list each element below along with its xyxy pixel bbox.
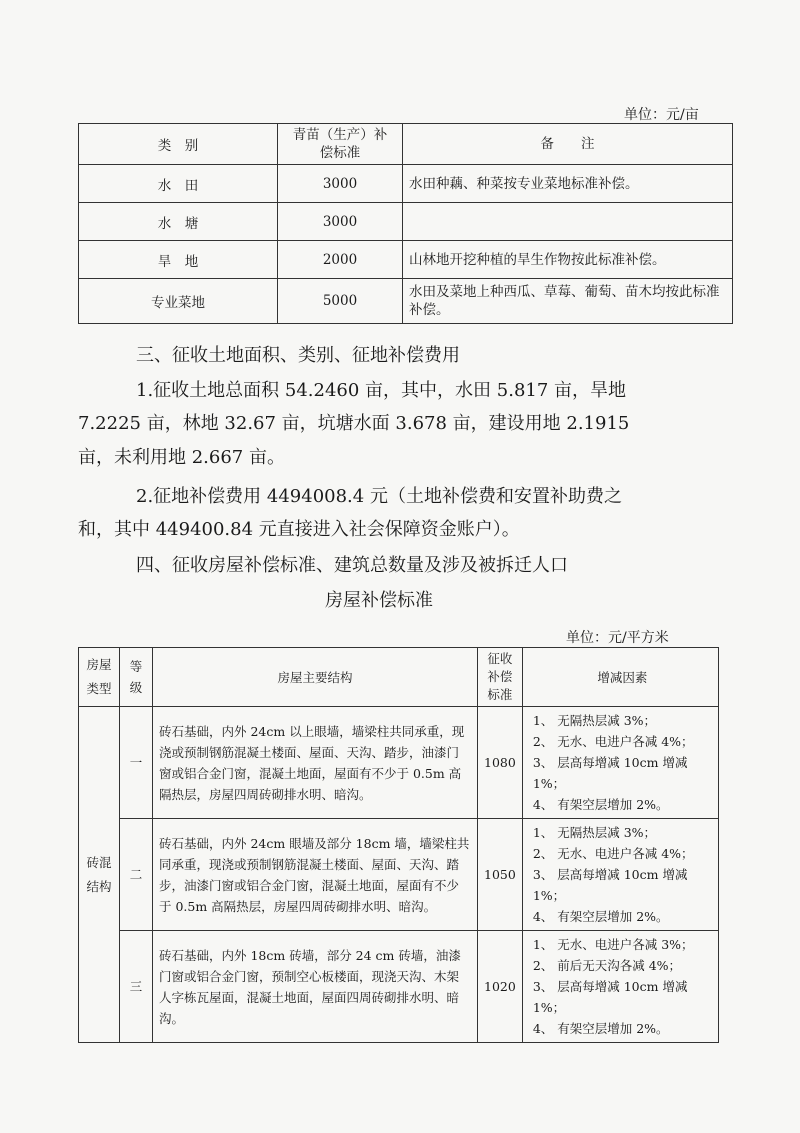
table2-standard: 1080 xyxy=(478,707,523,819)
factor-item: 4、 有架空层增加 2%。 xyxy=(532,909,669,924)
table1-cell-standard: 3000 xyxy=(278,203,403,241)
factor-item: 1、 无隔热层减 3%； xyxy=(532,825,657,840)
green-crop-compensation-table xyxy=(78,123,733,324)
table1-header-note: 备 注 xyxy=(403,124,733,165)
table1-cell-note: 水田种藕、种菜按专业菜地标准补偿。 xyxy=(403,165,733,203)
table2-standard: 1050 xyxy=(478,819,523,931)
factor-item: 3、 层高每增减 10cm 增减 1%； xyxy=(532,979,688,1015)
table2-header-factors: 增减因素 xyxy=(522,648,718,707)
table2-header-grade: 等级 xyxy=(120,648,153,707)
table2-factors xyxy=(522,819,718,931)
table-row xyxy=(79,241,733,279)
factor-item: 2、 前后无天沟各减 4%； xyxy=(532,958,682,973)
house-compensation-table xyxy=(78,647,719,1043)
table1-cell-category: 旱 地 xyxy=(79,241,278,279)
table1-unit: 单位：元/亩 xyxy=(624,107,699,123)
section3-p2-line: 2.征地补偿费用 4494008.4 元（土地补偿费和安置补助费之 xyxy=(136,486,622,507)
factor-item: 2、 无水、电进户各减 4%； xyxy=(532,846,694,861)
table2-header-type: 房屋类型 xyxy=(79,648,120,707)
table2-structure: 砖石基础，内外 18cm 砖墙，部分 24 cm 砖墙，油漆门窗或铝合金门窗，预制空心板楼面，现浇天沟、木架人字栋瓦屋面，混凝土地面，屋面四周砖砌排水明、暗沟。 xyxy=(153,931,478,1043)
table2-unit: 单位：元/平方米 xyxy=(566,630,669,646)
table1-cell-note: 山林地开挖种植的旱生作物按此标准补偿。 xyxy=(403,241,733,279)
section3-p1-line: 亩，未利用地 2.667 亩。 xyxy=(78,447,285,468)
table2-grade: 二 xyxy=(120,819,153,931)
section3-p1-line: 7.2225 亩，林地 32.67 亩，坑塘水面 3.678 亩，建设用地 2.1915 xyxy=(78,413,630,434)
table2-structure: 砖石基础，内外 24cm 以上眼墙，墙梁柱共同承重，现浇或预制钢筋混凝土楼面、屋面、天沟、踏步，油漆门窗或铝合金门窗，混凝土地面，屋面有不少于 0.5m 高隔热层，房屋四周砖砌排水明、暗沟。 xyxy=(153,707,478,819)
table1-cell-note xyxy=(403,203,733,241)
table-row xyxy=(79,707,719,819)
table2-grade: 一 xyxy=(120,707,153,819)
factor-item: 3、 层高每增减 10cm 增减 1%； xyxy=(532,755,688,791)
table-row xyxy=(79,165,733,203)
table-row xyxy=(79,931,719,1043)
section3-p1-line: 1.征收土地总面积 54.2460 亩，其中，水田 5.817 亩，旱地 xyxy=(136,380,627,401)
table1-header-category: 类 别 xyxy=(79,124,278,165)
factor-item: 3、 层高每增减 10cm 增减 1%； xyxy=(532,867,688,903)
section4-heading: 四、征收房屋补偿标准、建筑总数量及涉及被拆迁人口 xyxy=(136,555,568,576)
table2-factors xyxy=(522,931,718,1043)
table2-factors xyxy=(522,707,718,819)
table1-header-row xyxy=(79,124,733,165)
table-row xyxy=(79,279,733,324)
table2-header-standard: 征收补偿标准 xyxy=(478,648,523,707)
table-row xyxy=(79,203,733,241)
section3-heading: 三、征收土地面积、类别、征地补偿费用 xyxy=(136,345,460,366)
table2-standard: 1020 xyxy=(478,931,523,1043)
table1-cell-note: 水田及菜地上种西瓜、草莓、葡萄、苗木均按此标准补偿。 xyxy=(403,279,733,324)
table2-type-cell: 砖混结构 xyxy=(79,707,120,1043)
table2-header-structure: 房屋主要结构 xyxy=(153,648,478,707)
table1-cell-standard: 3000 xyxy=(278,165,403,203)
factor-item: 1、 无隔热层减 3%； xyxy=(532,713,657,728)
factor-item: 4、 有架空层增加 2%。 xyxy=(532,1021,669,1036)
table1-cell-category: 水 田 xyxy=(79,165,278,203)
factor-item: 1、 无水、电进户各减 3%； xyxy=(532,937,694,952)
factor-item: 4、 有架空层增加 2%。 xyxy=(532,797,669,812)
table1-cell-category: 专业菜地 xyxy=(79,279,278,324)
section3-p2-line: 和，其中 449400.84 元直接进入社会保障资金账户）。 xyxy=(78,519,520,540)
factor-item: 2、 无水、电进户各减 4%； xyxy=(532,734,694,749)
table1-cell-category: 水 塘 xyxy=(79,203,278,241)
table1-cell-standard: 2000 xyxy=(278,241,403,279)
table2-header-row xyxy=(79,648,719,707)
table1-cell-standard: 5000 xyxy=(278,279,403,324)
table2-structure: 砖石基础，内外 24cm 眼墙及部分 18cm 墙，墙梁柱共同承重，现浇或预制钢筋混凝土楼面、屋面、天沟、踏步，油漆门窗或铝合金门窗，混凝土地面，屋面有不少于 0.5m 高隔热层，房屋四周砖砌排水明、暗沟。 xyxy=(153,819,478,931)
table1-header-standard: 青苗（生产）补偿标准 xyxy=(278,124,403,165)
house-compensation-title: 房屋补偿标准 xyxy=(325,590,433,611)
table2-grade: 三 xyxy=(120,931,153,1043)
table-row xyxy=(79,819,719,931)
